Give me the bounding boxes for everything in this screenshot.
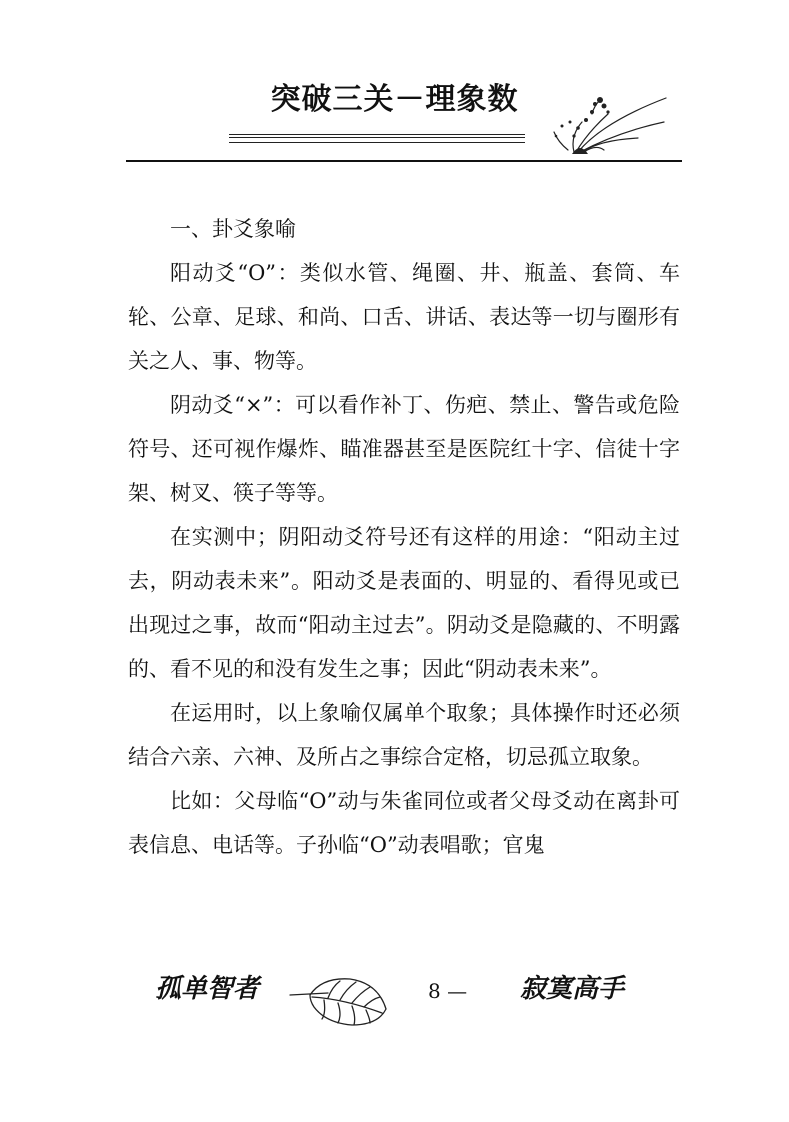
paragraph: 比如：父母临“O”动与朱雀同位或者父母爻动在离卦可表信息、电话等。子孙临“O”动表唱歌；官鬼 (128, 789, 680, 857)
orchid-decoration-icon (548, 92, 670, 156)
page-header-title: 突破三关－理象数 (270, 82, 519, 117)
paragraph: 在实测中；阴阳动爻符号还有这样的用途：“阳动主过去，阴动表未来”。阳动爻是表面的、明显的、看得见或已出现过之事，故而“阳动主过去”。阴动爻是隐藏的、不明露的、看不见的和没有发生之事；因此“阴动表未来”。 (128, 525, 680, 681)
footer-left-text: 孤单智者 (155, 974, 260, 1004)
footer-right-text: 寂寞高手 (520, 974, 625, 1004)
paragraph: 阳动爻“O”：类似水管、绳圈、井、瓶盖、套筒、车轮、公章、足球、和尚、口舌、讲话、表达等一切与圈形有关之人、事、物等。 (128, 261, 680, 373)
paragraph: 在运用时，以上象喻仅属单个取象；具体操作时还必须结合六亲、六神、及所占之事综合定格，切忌孤立取象。 (128, 701, 680, 769)
body-text (128, 207, 680, 867)
header-rule-divider (126, 160, 682, 162)
paragraph: 阴动爻“×”：可以看作补丁、伤疤、禁止、警告或危险符号、还可视作爆炸、瞄准器甚至是医院红十字、信徒十字架、树叉、筷子等等。 (128, 393, 680, 505)
paragraph-heading: 一、卦爻象喻 (170, 217, 296, 241)
page-number: 8 — (428, 979, 468, 1003)
header-double-line-divider (229, 134, 525, 143)
leaf-decoration-icon (288, 973, 390, 1029)
